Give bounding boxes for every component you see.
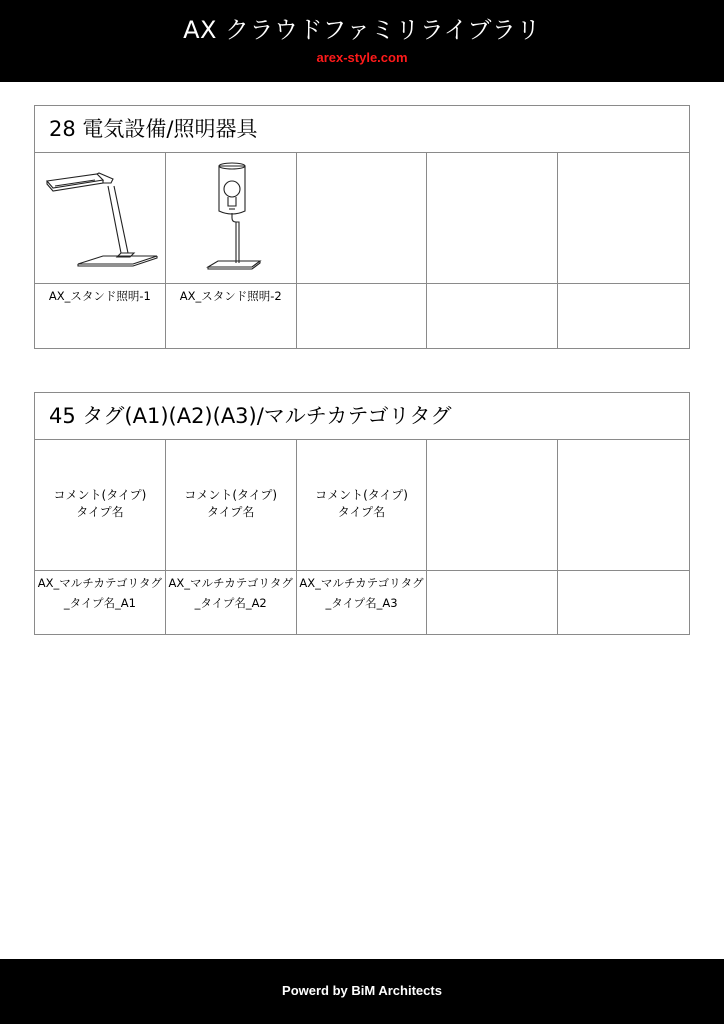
empty-cell bbox=[558, 153, 689, 283]
header-bar bbox=[0, 0, 724, 82]
family-label-cell bbox=[166, 284, 297, 348]
preview-row bbox=[35, 440, 689, 571]
family-name: AX_スタンド照明-1 bbox=[48, 289, 151, 303]
family-label-cell bbox=[297, 571, 428, 635]
empty-cell bbox=[558, 284, 689, 348]
family-label-cell bbox=[35, 571, 166, 635]
empty-cell bbox=[297, 284, 428, 348]
page-title: AX クラウドファミリライブラリ bbox=[183, 16, 541, 44]
footer-bar bbox=[0, 959, 724, 1024]
family-preview-cell[interactable] bbox=[166, 153, 297, 283]
empty-cell bbox=[427, 153, 558, 283]
family-preview-cell[interactable] bbox=[35, 153, 166, 283]
family-preview-cell[interactable] bbox=[166, 440, 297, 570]
family-section-tags bbox=[34, 392, 690, 635]
section-title: 45 タグ(A1)(A2)(A3)/マルチカテゴリタグ bbox=[49, 404, 452, 428]
section-heading bbox=[35, 393, 689, 440]
preview-row bbox=[35, 153, 689, 284]
family-preview-cell[interactable] bbox=[297, 440, 428, 570]
family-section-lighting bbox=[34, 105, 690, 349]
tag-preview-text: コメント(タイプ) タイプ名 bbox=[315, 488, 408, 519]
family-preview-cell[interactable] bbox=[35, 440, 166, 570]
empty-cell bbox=[427, 284, 558, 348]
family-label-cell bbox=[166, 571, 297, 635]
site-link[interactable]: arex-style.com bbox=[316, 50, 408, 65]
empty-cell bbox=[297, 153, 428, 283]
label-row bbox=[35, 571, 689, 635]
empty-cell bbox=[427, 571, 558, 635]
family-name: AX_マルチカテゴリタグ _タイプ名_A2 bbox=[168, 576, 293, 610]
empty-cell bbox=[558, 440, 689, 570]
family-name: AX_マルチカテゴリタグ _タイプ名_A3 bbox=[299, 576, 424, 610]
empty-cell bbox=[427, 440, 558, 570]
section-heading bbox=[35, 106, 689, 153]
family-name: AX_マルチカテゴリタグ _タイプ名_A1 bbox=[37, 576, 163, 610]
family-name: AX_スタンド照明-2 bbox=[179, 289, 282, 303]
tag-preview-text: コメント(タイプ) タイプ名 bbox=[53, 488, 147, 519]
desk-lamp-arm-icon bbox=[35, 153, 166, 284]
desk-lamp-bulb-icon bbox=[166, 153, 297, 284]
section-title: 28 電気設備/照明器具 bbox=[49, 117, 258, 141]
empty-cell bbox=[558, 571, 689, 635]
tag-preview-text: コメント(タイプ) タイプ名 bbox=[184, 488, 278, 519]
footer-credit: Powerd by BiM Architects bbox=[282, 983, 442, 998]
family-label-cell bbox=[35, 284, 166, 348]
label-row bbox=[35, 284, 689, 348]
